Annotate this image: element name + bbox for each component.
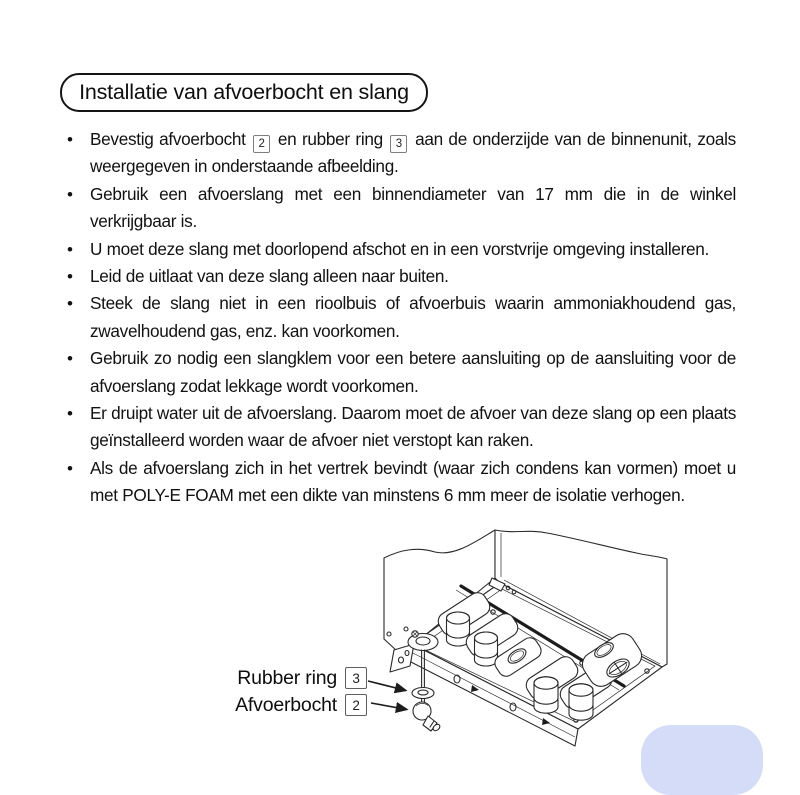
ref-number-box-2: 2 [253,135,270,153]
afvoerbocht-label: Afvoerbocht [235,693,337,716]
list-item-1 [62,126,736,181]
item1-text-post: aan de onderzijde van de binnenunit, zoals weergegeven in onderstaande afbeelding. [90,129,736,177]
ref-number-box-3: 3 [390,135,407,153]
list-item-5 [62,290,736,345]
section-title-box [60,73,428,112]
rubber-ring-label: Rubber ring [237,666,337,689]
floating-action-bubble[interactable] [641,725,763,795]
ref-number-box-2-figure: 2 [345,694,367,716]
item7-text: Er druipt water uit de afvoerslang. Daarom moet de afvoer van deze slang op een plaats geïnstalleerd worden waar de afvoer niet verstopt kan raken. [90,403,736,451]
item5-text: Steek de slang niet in een rioolbuis of afvoerbuis waarin ammoniakhoudend gas, zwavelhoudend gas, enz. kan voorkomen. [90,293,736,341]
installation-diagram [225,515,800,756]
list-item-4 [62,263,736,290]
pointer-arrows [368,681,407,710]
list-item-8 [62,455,736,510]
rubber-ring-drawing [412,688,434,699]
item2-text: Gebruik een afvoerslang met een binnendiameter van 17 mm die in de winkel verkrijgbaar is. [90,183,736,232]
list-item-6 [62,345,736,400]
item1-text-pre: Bevestig afvoerbocht [90,129,246,149]
list-item-2 [62,181,736,236]
item3-text: U moet deze slang met doorlopend afschot en in een vorstvrije omgeving installeren. [90,238,710,259]
rubber-ring-label-row [237,667,367,689]
item6-text: Gebruik zo nodig een slangklem voor een betere aansluiting op de aansluiting voor de afvoerslang zodat lekkage wordt voorkomen. [90,348,736,396]
instruction-list [62,126,742,510]
item1-text-mid: en rubber ring [277,129,383,149]
list-item-3 [62,236,736,263]
list-item-7 [62,400,736,455]
afvoerbocht-label-row [235,694,367,716]
item4-text: Leid de uitlaat van deze slang alleen naar buiten. [90,266,449,287]
ref-number-box-3-figure: 3 [345,667,367,689]
section-title: Installatie van afvoerbocht en slang [79,80,409,104]
item8-text: Als de afvoerslang zich in het vertrek bevindt (waar zich condens kan vormen) moet u met POLY-E FOAM met een dikte van minstens 6 mm meer de isolatie verhogen. [90,457,736,506]
drain-elbow-drawing [413,699,441,732]
